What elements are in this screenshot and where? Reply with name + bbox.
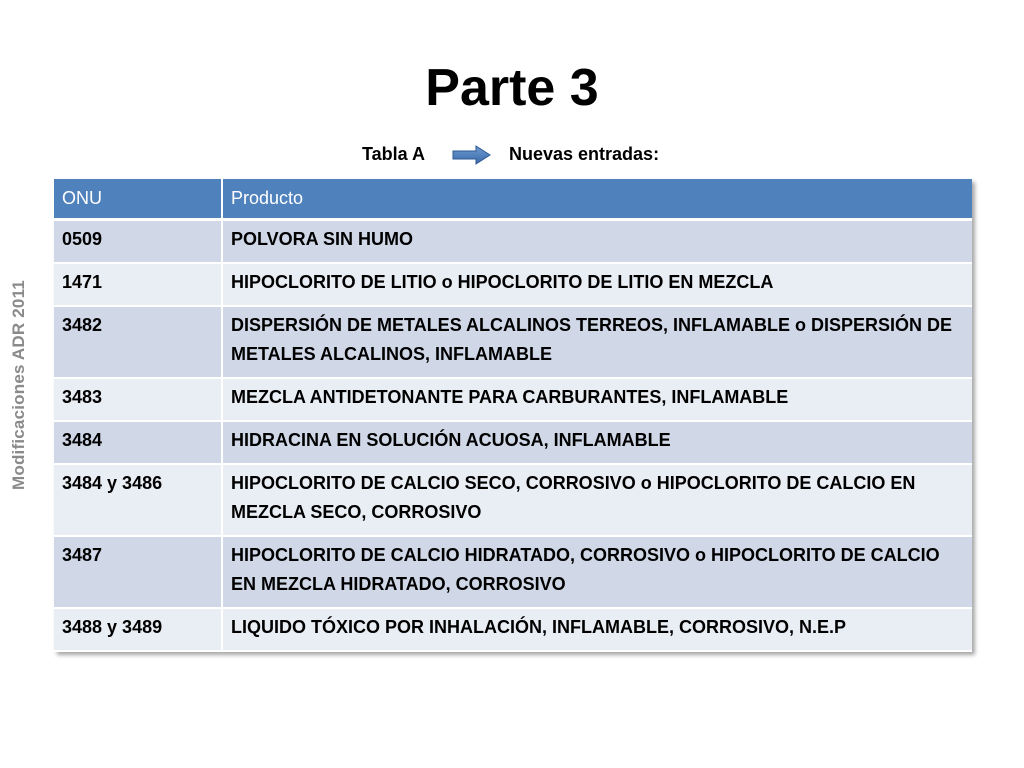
cell-onu-text: 3482 [62, 314, 103, 335]
column-header-producto: Producto [222, 179, 972, 219]
cell-producto-text: POLVORA SIN HUMO [231, 228, 414, 249]
table-header-row [54, 179, 972, 219]
cell-producto-text: HIDRACINA EN SOLUCIÓN ACUOSA, INFLAMABLE [231, 429, 671, 450]
cell-onu [54, 263, 222, 306]
table-row [54, 306, 972, 378]
cell-onu [54, 421, 222, 464]
cell-onu [54, 464, 222, 536]
cell-producto [222, 536, 972, 608]
table-row [54, 608, 972, 651]
cell-onu-text: 3487 [62, 544, 103, 565]
table-row [54, 219, 972, 263]
column-header-onu: ONU [54, 179, 222, 219]
cell-producto-text: DISPERSIÓN DE METALES ALCALINOS TERREOS, INFLAMABLE o DISPERSIÓN DE METALES ALCALINOS, INFLAMABLE [231, 314, 953, 364]
cell-producto [222, 378, 972, 421]
cell-onu [54, 608, 222, 651]
cell-producto [222, 464, 972, 536]
cell-onu-text: 3488 y 3489 [62, 616, 163, 637]
cell-producto [222, 306, 972, 378]
entries-table [54, 179, 972, 652]
table-row [54, 263, 972, 306]
cell-onu-text: 3483 [62, 386, 103, 407]
cell-producto-text: HIPOCLORITO DE CALCIO SECO, CORROSIVO o HIPOCLORITO DE CALCIO EN MEZCLA SECO, CORROSIVO [231, 472, 916, 522]
cell-producto-text: MEZCLA ANTIDETONANTE PARA CARBURANTES, INFLAMABLE [231, 386, 789, 407]
side-label: Modificaciones ADR 2011 [9, 280, 28, 490]
cell-onu [54, 306, 222, 378]
cell-onu-text: 1471 [62, 271, 103, 292]
cell-producto-text: LIQUIDO TÓXICO POR INHALACIÓN, INFLAMABLE, CORROSIVO, N.E.P [231, 616, 847, 637]
subtitle [0, 144, 1024, 168]
cell-producto [222, 608, 972, 651]
table-row [54, 464, 972, 536]
cell-producto [222, 219, 972, 263]
cell-producto [222, 421, 972, 464]
table-row [54, 378, 972, 421]
cell-onu [54, 378, 222, 421]
cell-onu-text: 3484 [62, 429, 103, 450]
arrow-right-icon [452, 145, 492, 165]
entries-table-container [54, 179, 972, 652]
cell-producto [222, 263, 972, 306]
cell-producto-text: HIPOCLORITO DE LITIO o HIPOCLORITO DE LITIO EN MEZCLA [231, 271, 774, 292]
cell-onu-text: 3484 y 3486 [62, 472, 163, 493]
page-title: Parte 3 [425, 59, 599, 117]
table-row [54, 421, 972, 464]
cell-producto-text: HIPOCLORITO DE CALCIO HIDRATADO, CORROSIVO o HIPOCLORITO DE CALCIO EN MEZCLA HIDRATADO, CORROSIVO [231, 544, 940, 594]
cell-onu-text: 0509 [62, 228, 103, 249]
subtitle-right: Nuevas entradas: [509, 144, 660, 164]
table-row [54, 536, 972, 608]
cell-onu [54, 219, 222, 263]
cell-onu [54, 536, 222, 608]
subtitle-left: Tabla A [362, 144, 426, 164]
